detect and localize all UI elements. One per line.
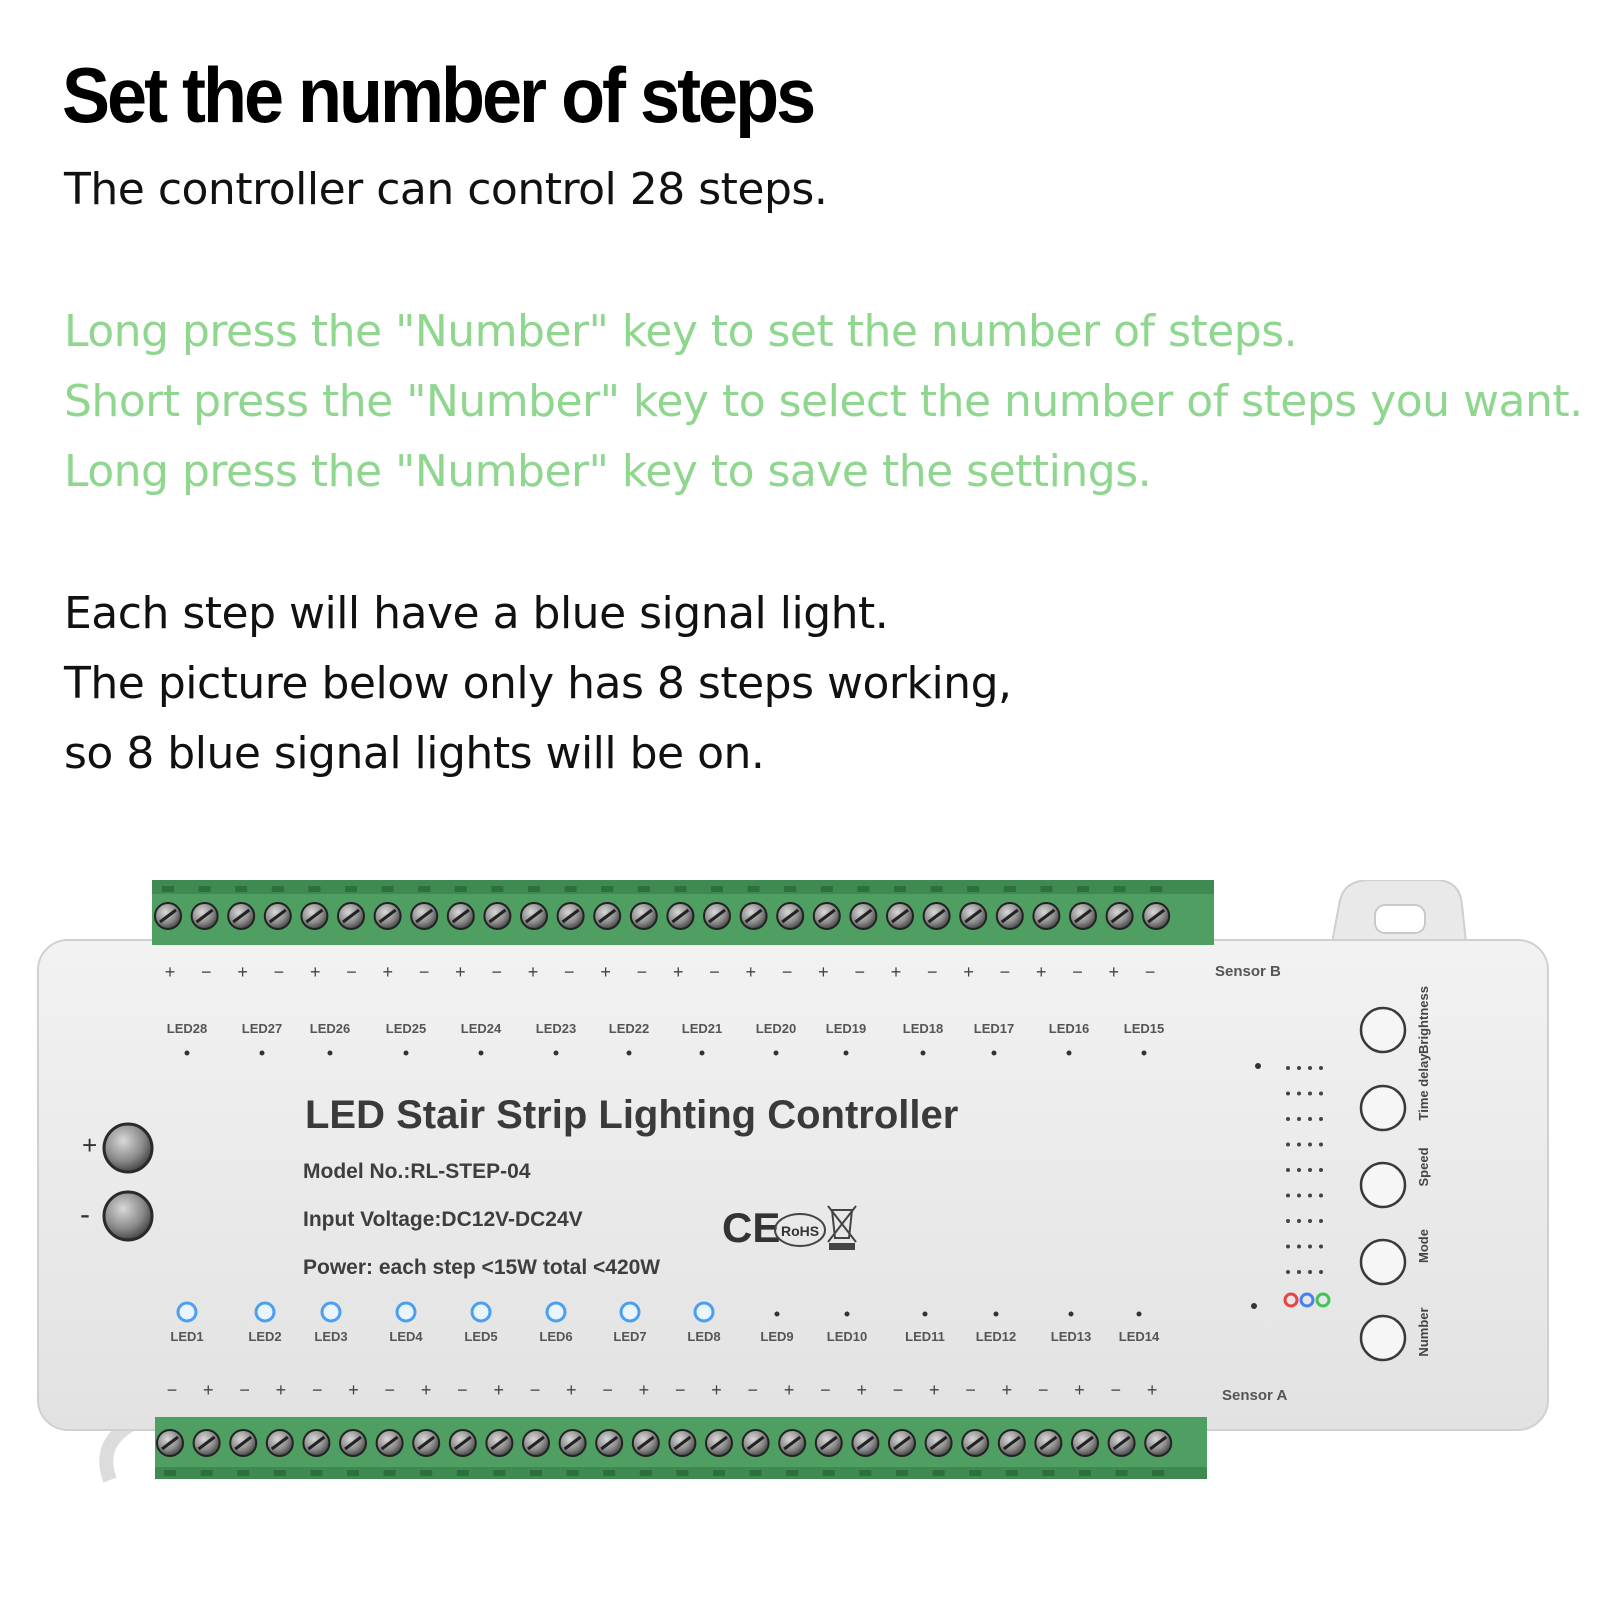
polarity-mark: + — [856, 1380, 867, 1400]
polarity-mark: + — [382, 962, 394, 982]
intro-text: The controller can control 28 steps. — [64, 164, 828, 215]
led-indicator-off — [923, 1312, 928, 1317]
led-indicator-off — [627, 1051, 632, 1056]
led-indicator-blue-on — [547, 1303, 565, 1321]
led-label-top: LED24 — [460, 1021, 502, 1036]
power-minus-label: - — [80, 1198, 90, 1231]
number-button-label: Number — [1416, 1307, 1431, 1357]
controller-photo — [0, 880, 1600, 1520]
led-indicator-off — [1067, 1051, 1072, 1056]
polarity-mark: + — [527, 962, 539, 982]
led-label-top: LED17 — [973, 1021, 1015, 1036]
speed-button-label: Speed — [1416, 1147, 1431, 1187]
led-indicator-off — [844, 1051, 849, 1056]
polarity-mark: − — [674, 1380, 686, 1400]
ce-mark: CE — [722, 1204, 781, 1251]
polarity-mark: + — [672, 962, 684, 982]
polarity-mark: + — [455, 962, 466, 982]
led-label-top: LED19 — [825, 1021, 867, 1036]
time-delay-button-label: Time delay — [1416, 1053, 1431, 1121]
led-label-top: LED18 — [902, 1021, 944, 1036]
led-label-top: LED16 — [1048, 1021, 1090, 1036]
led-indicator-off — [260, 1051, 265, 1056]
polarity-mark: + — [929, 1380, 940, 1400]
number-button[interactable] — [1361, 1316, 1405, 1360]
led-label-top: LED21 — [681, 1021, 723, 1036]
led-label-top: LED15 — [1123, 1021, 1165, 1036]
polarity-mark: − — [1110, 1380, 1122, 1400]
controller-body — [38, 940, 1548, 1430]
polarity-mark: + — [1108, 962, 1120, 982]
led-indicator-off — [775, 1312, 780, 1317]
polarity-mark: − — [457, 1380, 468, 1400]
polarity-mark: + — [237, 962, 248, 982]
brightness-button-label: Brightness — [1416, 986, 1431, 1054]
polarity-mark: + — [783, 1380, 795, 1400]
instruction-1: Long press the "Number" key to set the number of steps. — [64, 306, 1298, 357]
polarity-mark: + — [348, 1380, 359, 1400]
polarity-mark: + — [420, 1380, 432, 1400]
power-screw-plus — [104, 1124, 152, 1172]
led-indicator-off — [328, 1051, 333, 1056]
led-indicator-blue-on — [621, 1303, 639, 1321]
polarity-mark: + — [164, 962, 176, 982]
instruction-2: Short press the "Number" key to select the number of steps you want. — [64, 376, 1583, 427]
led-label-bottom: LED12 — [975, 1329, 1017, 1344]
led-label-bottom: LED4 — [389, 1329, 423, 1344]
sensor-a-label: Sensor A — [1222, 1387, 1288, 1404]
led-indicator-off — [845, 1312, 850, 1317]
led-label-bottom: LED11 — [905, 1329, 945, 1344]
polarity-mark: − — [529, 1380, 541, 1400]
polarity-mark: − — [1072, 962, 1083, 982]
polarity-mark: + — [818, 962, 829, 982]
led-indicator-off — [994, 1312, 999, 1317]
svg-text:RoHS: RoHS — [781, 1223, 820, 1239]
polarity-mark: − — [311, 1380, 323, 1400]
led-label-top: LED22 — [608, 1021, 650, 1036]
led-label-top: LED26 — [309, 1021, 351, 1036]
mode-button-label: Mode — [1416, 1229, 1431, 1263]
polarity-mark: + — [745, 962, 757, 982]
led-label-bottom: LED10 — [826, 1329, 868, 1344]
led-indicator-off — [1142, 1051, 1147, 1056]
sensor-b-label: Sensor B — [1215, 963, 1281, 980]
instruction-3: Long press the "Number" key to save the settings. — [64, 446, 1152, 497]
led-label-bottom: LED8 — [687, 1329, 721, 1344]
led-indicator-blue-on — [256, 1303, 274, 1321]
led-indicator-off — [1069, 1312, 1074, 1317]
led-label-bottom: LED1 — [170, 1329, 204, 1344]
polarity-mark: + — [600, 962, 611, 982]
polarity-mark: − — [1037, 1380, 1049, 1400]
led-indicator-off — [404, 1051, 409, 1056]
speed-button[interactable] — [1361, 1163, 1405, 1207]
polarity-mark: + — [963, 962, 974, 982]
polarity-mark: + — [1001, 1380, 1013, 1400]
polarity-mark: − — [892, 1380, 904, 1400]
note-3: so 8 blue signal lights will be on. — [64, 728, 765, 779]
led-indicator-off — [479, 1051, 484, 1056]
polarity-mark: − — [491, 962, 502, 982]
note-1: Each step will have a blue signal light. — [64, 588, 889, 639]
mode-button[interactable] — [1361, 1240, 1405, 1284]
led-indicator-off — [700, 1051, 705, 1056]
note-2: The picture below only has 8 steps working, — [64, 658, 1012, 709]
top-terminal-block — [152, 880, 1214, 945]
polarity-mark: + — [203, 1380, 214, 1400]
led-indicator-off — [185, 1051, 190, 1056]
power-screw-minus — [104, 1192, 152, 1240]
led-indicator-blue-on — [178, 1303, 196, 1321]
led-indicator-blue-on — [695, 1303, 713, 1321]
bottom-terminal-block — [155, 1417, 1207, 1479]
led-label-top: LED20 — [755, 1021, 797, 1036]
polarity-mark: + — [309, 962, 321, 982]
led-indicator-blue-on — [397, 1303, 415, 1321]
led-label-bottom: LED3 — [314, 1329, 348, 1344]
polarity-mark: − — [273, 962, 285, 982]
device-model: Model No.:RL-STEP-04 — [303, 1160, 531, 1183]
polarity-mark: − — [418, 962, 430, 982]
polarity-mark: − — [201, 962, 212, 982]
polarity-mark: + — [275, 1380, 287, 1400]
device-title: LED Stair Strip Lighting Controller — [305, 1093, 959, 1137]
led-indicator-off — [554, 1051, 559, 1056]
polarity-mark: − — [927, 962, 938, 982]
polarity-mark: − — [820, 1380, 831, 1400]
polarity-mark: − — [1144, 962, 1156, 982]
polarity-mark: − — [239, 1380, 250, 1400]
brightness-button[interactable] — [1361, 1008, 1405, 1052]
led-label-top: LED27 — [241, 1021, 283, 1036]
led-indicator-blue-on — [472, 1303, 490, 1321]
polarity-mark: + — [1146, 1380, 1158, 1400]
led-label-bottom: LED13 — [1050, 1329, 1092, 1344]
polarity-mark: − — [781, 962, 793, 982]
polarity-mark: − — [636, 962, 648, 982]
polarity-mark: − — [166, 1380, 178, 1400]
polarity-mark: − — [602, 1380, 613, 1400]
led-indicator-off — [921, 1051, 926, 1056]
polarity-mark: − — [709, 962, 720, 982]
polarity-mark: + — [638, 1380, 650, 1400]
led-indicator-off — [774, 1051, 779, 1056]
polarity-mark: − — [747, 1380, 759, 1400]
led-label-bottom: LED7 — [613, 1329, 647, 1344]
polarity-mark: − — [965, 1380, 976, 1400]
device-voltage: Input Voltage:DC12V-DC24V — [303, 1208, 583, 1231]
led-label-bottom: LED14 — [1118, 1329, 1160, 1344]
page-title: Set the number of steps — [62, 53, 814, 140]
polarity-mark: + — [493, 1380, 504, 1400]
polarity-mark: − — [564, 962, 575, 982]
polarity-mark: − — [384, 1380, 396, 1400]
led-indicator-off — [1137, 1312, 1142, 1317]
led-label-bottom: LED2 — [248, 1329, 282, 1344]
led-indicator-blue-on — [322, 1303, 340, 1321]
device-power: Power: each step <15W total <420W — [303, 1256, 661, 1279]
led-label-bottom: LED6 — [539, 1329, 573, 1344]
polarity-mark: − — [346, 962, 357, 982]
polarity-mark: − — [854, 962, 865, 982]
led-label-top: LED25 — [385, 1021, 427, 1036]
led-label-bottom: LED5 — [464, 1329, 498, 1344]
led-indicator-off — [992, 1051, 997, 1056]
polarity-mark: + — [890, 962, 902, 982]
polarity-mark: − — [999, 962, 1011, 982]
power-plus-label: + — [82, 1130, 98, 1160]
polarity-mark: + — [566, 1380, 577, 1400]
polarity-mark: + — [1035, 962, 1047, 982]
time-delay-button[interactable] — [1361, 1086, 1405, 1130]
polarity-mark: + — [1074, 1380, 1085, 1400]
led-label-top: LED28 — [166, 1021, 208, 1036]
polarity-mark: + — [711, 1380, 722, 1400]
led-label-top: LED23 — [535, 1021, 577, 1036]
led-label-bottom: LED9 — [760, 1329, 794, 1344]
